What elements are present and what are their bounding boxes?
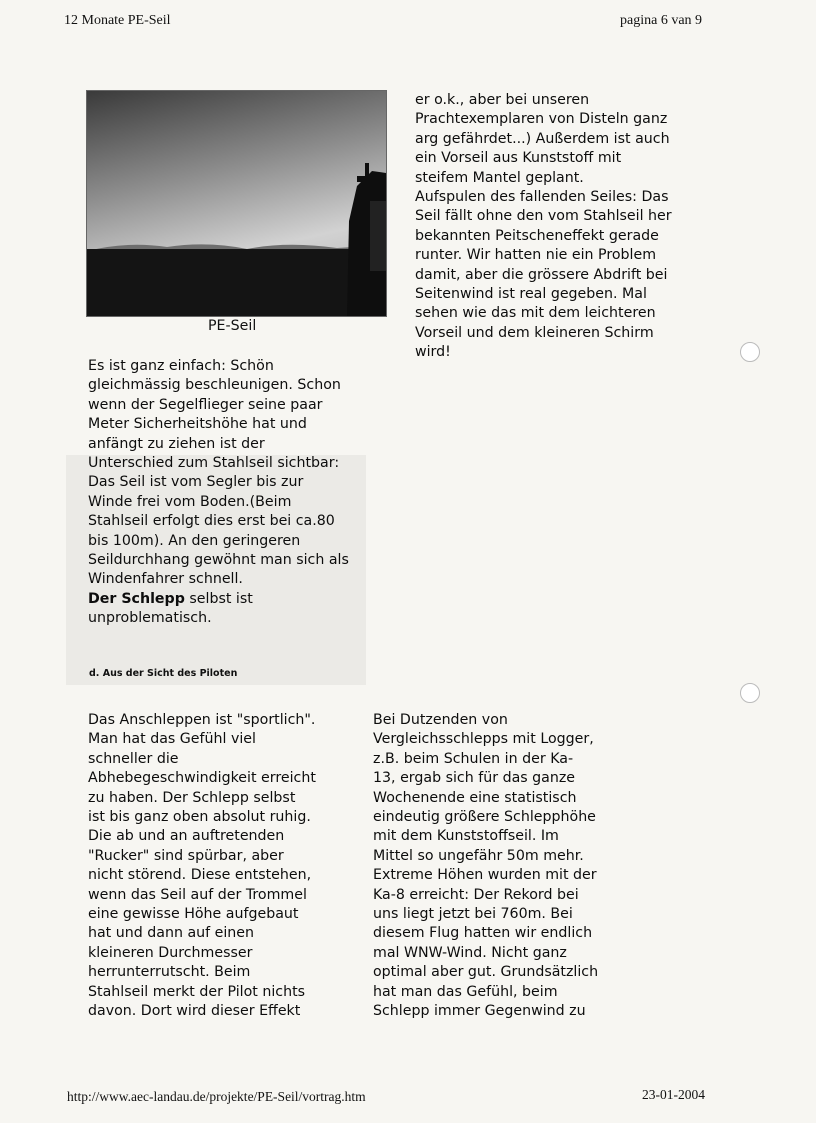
pe-seil-photo <box>86 90 387 317</box>
footer-date: 23-01-2004 <box>642 1087 705 1102</box>
photo-caption: PE-Seil <box>208 318 257 334</box>
section-subheading: d. Aus der Sicht des Piloten <box>89 668 238 679</box>
schlepp-paragraph <box>88 590 398 629</box>
schlepp-bold-label: Der Schlepp <box>88 591 185 607</box>
footer-url: http://www.aec-landau.de/projekte/PE-Seil/vortrag.htm <box>67 1089 366 1104</box>
punch-hole-bottom <box>740 683 760 703</box>
schlepp-rest: selbst ist unproblematisch. <box>88 591 253 627</box>
document-title: 12 Monate PE-Seil <box>64 13 171 28</box>
top-right-paragraph: er o.k., aber bei unseren Prachtexemplaren von Disteln ganz arg gefährdet...) Außerdem ist auch ein Vorseil aus Kunststoff mit steifem Mantel geplant. Aufspulen des fallenden Seiles: Das Seil fällt ohne den vom Stahlseil her bekannten Peitscheneffekt gerade runter. Wir hatten nie ein Problem damit, aber die grössere Abdrift bei Seitenwind ist real gegeben. Mal sehen wie das mit dem leichteren Vorseil und dem kleineren Schirm wird! <box>415 92 672 361</box>
left-paragraph: Es ist ganz einfach: Schön gleichmässig beschleunigen. Schon wenn der Segelflieger seine paar Meter Sicherheitshöhe hat und anfängt zu ziehen ist der Unterschied zum Stahlseil sichtbar: Das Seil ist vom Segler bis zur Winde frei vom Boden.(Beim Stahlseil erfolgt dies erst bei ca.80 bis 100m). An den geringeren Seildurchhang gewöhnt man sich als Windenfahrer schnell. <box>88 358 349 588</box>
bottom-right-paragraph: Bei Dutzenden von Vergleichsschlepps mit Logger, z.B. beim Schulen in der Ka- 13, ergab sich für das ganze Wochenende eine statistisch eindeutig größere Schlepphöhe mit dem Kunststoffseil. Im Mittel so ungefähr 50m mehr. Extreme Höhen wurden mit der Ka-8 erreicht: Der Rekord bei uns liegt jetzt bei 760m. Bei diesem Flug hatten wir endlich mal WNW-Wind. Nicht ganz optimal aber gut. Grundsätzlich hat man das Gefühl, beim Schlepp immer Gegenwind zu <box>373 712 599 1020</box>
bottom-left-paragraph: Das Anschleppen ist "sportlich". Man hat das Gefühl viel schneller die Abhebegeschwindigkeit erreicht zu haben. Der Schlepp selbst ist bis ganz oben absolut ruhig. Die ab und an auftretenden "Rucker" sind spürbar, aber nicht störend. Diese entstehen, wenn das Seil auf der Trommel eine gewisse Höhe aufgebaut hat und dann auf einen kleineren Durchmesser herrunterrutscht. Beim Stahlseil merkt der Pilot nichts davon. Dort wird dieser Effekt <box>88 712 316 1020</box>
page-info: pagina 6 van 9 <box>620 13 703 28</box>
winch-landscape-image <box>87 91 386 316</box>
